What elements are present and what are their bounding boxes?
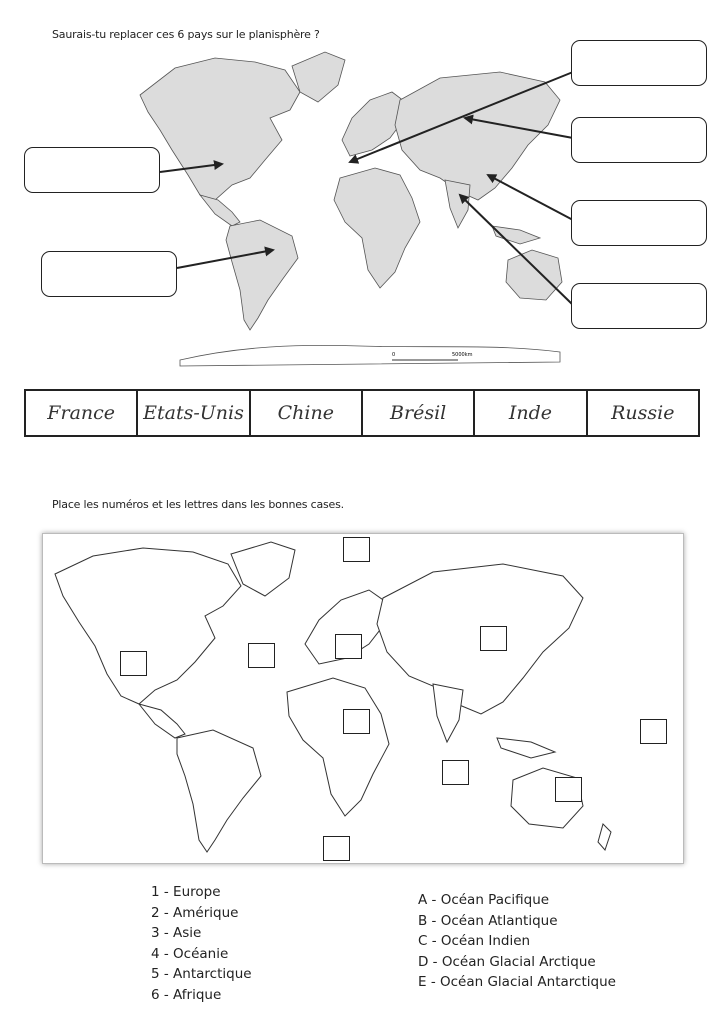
asia-shape bbox=[395, 72, 560, 200]
country-cell-usa[interactable]: Etats-Unis bbox=[138, 391, 250, 435]
indonesia-outline bbox=[497, 738, 555, 758]
exercise1-instruction: Saurais-tu replacer ces 6 pays sur le planisphère ? bbox=[52, 28, 320, 41]
south-america-outline bbox=[177, 730, 261, 852]
continent-item: 2 - Amérique bbox=[151, 904, 239, 921]
country-names-table bbox=[24, 389, 700, 437]
africa-shape bbox=[334, 168, 420, 288]
ocean-item: C - Océan Indien bbox=[418, 933, 531, 949]
central-america-outline bbox=[139, 704, 185, 738]
south-america-shape bbox=[226, 220, 298, 330]
continent-item: 6 - Afrique bbox=[151, 986, 222, 1003]
indonesia-shape bbox=[492, 226, 540, 244]
country-cell-brazil[interactable]: Brésil bbox=[363, 391, 475, 435]
india-shape bbox=[445, 180, 470, 228]
answer-box-left-1[interactable] bbox=[24, 147, 160, 193]
arrow-china bbox=[488, 175, 573, 220]
greenland-outline bbox=[231, 542, 295, 596]
north-america-shape bbox=[140, 58, 300, 200]
country-cell-india[interactable]: Inde bbox=[475, 391, 587, 435]
answer-square-arctic[interactable] bbox=[343, 537, 370, 562]
answer-square-oceania[interactable] bbox=[555, 777, 582, 802]
north-america-outline bbox=[55, 548, 241, 704]
answer-square-antarctic[interactable] bbox=[323, 836, 350, 861]
country-cell-china[interactable]: Chine bbox=[251, 391, 363, 435]
ocean-item: D - Océan Glacial Arctique bbox=[418, 953, 596, 970]
exercise2-instruction: Place les numéros et les lettres dans les bonnes cases. bbox=[52, 498, 344, 511]
ocean-item: E - Océan Glacial Antarctique bbox=[418, 974, 616, 990]
scale-zero: 0 bbox=[392, 352, 396, 358]
greenland-shape bbox=[292, 52, 345, 102]
country-cell-russia[interactable]: Russie bbox=[611, 402, 675, 424]
answer-box-left-2[interactable] bbox=[41, 251, 177, 297]
india-outline bbox=[433, 684, 463, 742]
answer-box-right-1[interactable] bbox=[571, 40, 707, 86]
answer-box-right-3[interactable] bbox=[571, 200, 707, 246]
antarctica-shape bbox=[180, 345, 560, 366]
answer-box-right-4[interactable] bbox=[571, 283, 707, 329]
continent-item: 1 - Europe bbox=[151, 884, 221, 900]
ocean-item: A - Océan Pacifique bbox=[418, 892, 550, 908]
world-map-bottom-frame bbox=[42, 533, 684, 864]
answer-square-indian[interactable] bbox=[442, 760, 469, 785]
central-america-shape bbox=[200, 195, 240, 226]
continent-item: 5 - Antarctique bbox=[151, 966, 252, 982]
world-map-bottom bbox=[43, 534, 683, 863]
answer-square-north-america[interactable] bbox=[120, 651, 147, 676]
answer-square-europe[interactable] bbox=[335, 634, 362, 659]
ocean-item: B - Océan Atlantique bbox=[418, 912, 558, 929]
answer-square-atlantic[interactable] bbox=[248, 643, 275, 668]
answer-square-asia[interactable] bbox=[480, 626, 507, 651]
new-zealand-outline bbox=[598, 824, 611, 850]
africa-outline bbox=[287, 678, 389, 816]
scale-label: 5000km bbox=[452, 352, 473, 358]
oceans-legend bbox=[418, 890, 616, 993]
continent-item: 3 - Asie bbox=[151, 925, 202, 941]
answer-box-right-2[interactable] bbox=[571, 117, 707, 163]
australia-shape bbox=[506, 250, 562, 300]
continents-legend bbox=[151, 882, 252, 1005]
answer-square-pacific[interactable] bbox=[640, 719, 667, 744]
answer-square-africa[interactable] bbox=[343, 709, 370, 734]
country-cell-france[interactable]: France bbox=[26, 391, 138, 435]
continent-item: 4 - Océanie bbox=[151, 945, 229, 962]
